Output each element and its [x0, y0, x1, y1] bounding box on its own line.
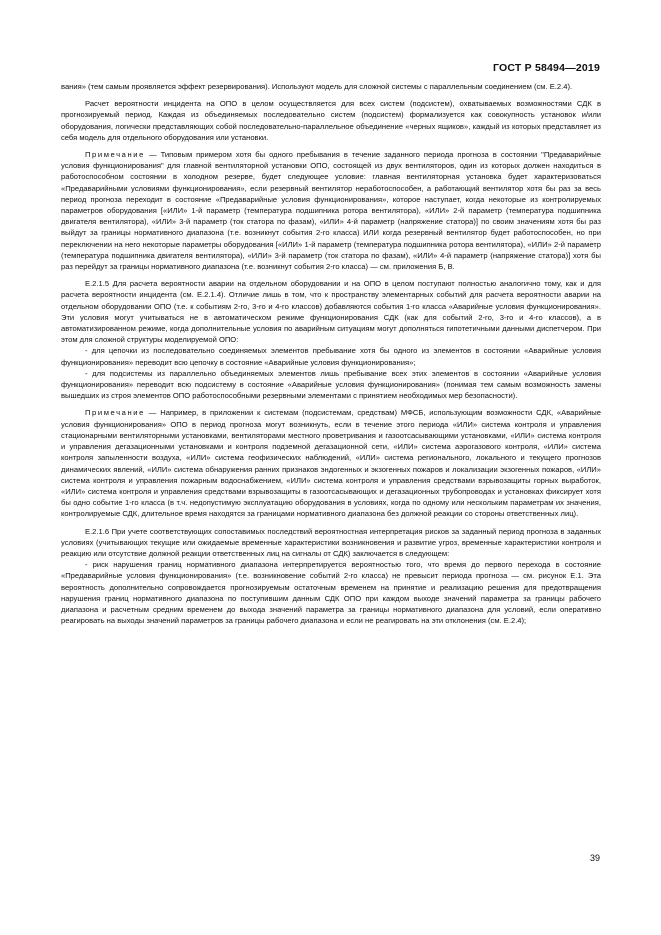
note-label: Примечание — [85, 150, 145, 160]
paragraph: Е.2.1.5 Для расчета вероятности аварии на отдельном оборудовании и на ОПО в целом поступают полностью аналогично тому, как и для расчета вероятности инцидента (см. Е.2.1.4). Отличие лишь в том, что к пространству элементарных событий для расчета вероятности аварии на отдельном оборудовании ОПО (т.е. к событиям 2-го, 3-го и 4-го классов) добавляются события 1-го класса «Аварийные условия функционирования». Эти условия могут учитываться не в автоматическом режиме функционирования СДК (как для событий 2-го, 3-го и 4-го классов), а в автоматизированном режиме, когда дополнительные условия по аварийным ситуациям могут дополняться гипотетичными данными диспетчером. При этом для сложной структуры моделируемой ОПО: — [61, 279, 601, 345]
paragraph: вания» (тем самым проявляется эффект резервирования). Используют модель для сложной системы с параллельным соединением (см. Е.2.4). — [61, 82, 573, 91]
note-text: Типовым примером хотя бы одного пребывания в течение заданного периода прогноза в состоянии "Предаварийные условия функционирования" для главной вентиляторной установки ОПО, состоящей из двух вентиляторов, один из которых должен находиться в работоспособном состоянии в холодном резерве, будет следующее условие: главная вентиляторная установка будет характеризоваться «Предаварийными условиями функционирования», если резервный вентилятор неработоспособен, а работающий вентилятор хотя бы раз за весь период прогноза переходит в состояние «Предаварийные условия функционирования», которое наступает, когда некоторые из контролируемых параметров оборудования [«ИЛИ» 1-й параметр (температура подшипника ротора вентилятора), «ИЛИ» 2-й параметр (температура подшипника двигателя вентилятора), «ИЛИ» 3-й параметр (ток статора по фазам), «ИЛИ» 4-й параметр (напряжение статора)] по своим значениям хотя бы раз выйдут за границы нормативного диапазона (т.е. возникнут события 2-го класса) ИЛИ когда резервный вентилятор будет работоспособен, но при переключении на него некоторые параметры оборудования [«ИЛИ» 1-й параметр (температура подшипника ротора вентилятора), «ИЛИ» 2-й параметр (температура подшипника двигателя вентилятора), «ИЛИ» 3-й параметр (ток статора по фазам), «ИЛИ» 4-й параметр (напряжение статора)] хотя бы раз перейдут за границы нормативного диапазона (т.е. возникнут события 2-го класса) — см. приложения Б, В. — [61, 150, 601, 272]
note-text: Например, в приложении к системам (подсистемам, средствам) МФСБ, использующим возможности СДК, «Аварийные условия функционирования» ОПО в период прогноза могут возникнуть, если в течение этого периода «ИЛИ» система контроля и управления стационарными вентиляторными установками, вентиляторами местного проветривания и газоотсасывающими установками, «ИЛИ» система контроля и управления дегазационными установками и контроля подземной дегазационной сети, «ИЛИ» система аэрогазового контроля, «ИЛИ» система контроля запыленности воздуха, «ИЛИ» система геофизических наблюдений, «ИЛИ» система регионального, локального и текущего прогнозов динамических явлений, «ИЛИ» система обнаружения ранних признаков эндогенных и экзогенных пожаров и локализации экзогенных пожаров, «ИЛИ» система контроля и управления пожарным водоснабжением, «ИЛИ» система контроля и управления средствами взрывозащиты горных выработок, «ИЛИ» система контроля и управления средствами взрывозащиты в газоотсасывающих и дегазационных трубопроводах и установках фиксирует хотя бы одно событие 1-го класса (в т.ч. недопустимую эксплуатацию оборудования в условиях, когда по одному или нескольким параметрам их значения, контролируемые СДК, длительное время находятся за границами нормативного диапазона без должной реакции со стороны ответственных лиц). — [61, 408, 601, 519]
note-label: Примечание — [85, 408, 145, 418]
list-item: - для подсистемы из параллельно объединяемых элементов лишь пребывание всех этих элементов в состоянии «Аварийные условия функционирования» переводит всю подсистему в состояние «Аварийные условия функционирования» (понимая тем самым возможность замены вышедших из строя элементов ОПО работоспособными резервными элементами с принятием необходимых мер безопасности). — [61, 368, 601, 401]
document-body — [61, 81, 601, 632]
paragraph: Е.2.1.6 При учете соответствующих сопоставимых последствий вероятностная интерпретация рисков за заданный период прогноза в заданных условиях (учитывающих текущие или ожидаемые временные характеристики возникновения и развитие угроз, временные характеристики контроля и реакцию или отсутствие должной реакции ответственных лиц на сигналы от СДК) заключается в следующем: — [61, 526, 601, 558]
note-paragraph: Примечание — Например, в приложении к системам (подсистемам, средствам) МФСБ, использующим возможности СДК, «Аварийные условия функционирования» ОПО в период прогноза могут возникнуть, если в течение этого периода «ИЛИ» система контроля и управления стационарными вентиляторными установками, вентиляторами местного проветривания и газоотсасывающими установками, «ИЛИ» система контроля и управления дегазационными установками и контроля подземной дегазационной сети, «ИЛИ» система аэрогазового контроля, «ИЛИ» система контроля запыленности воздуха, «ИЛИ» система геофизических наблюдений, «ИЛИ» система регионального, локального и текущего прогнозов динамических явлений, «ИЛИ» система обнаружения ранних признаков эндогенных и экзогенных пожаров и локализации экзогенных пожаров, «ИЛИ» система контроля и управления пожарным водоснабжением, «ИЛИ» система контроля и управления средствами взрывозащиты горных выработок, «ИЛИ» система контроля и управления средствами взрывозащиты в газоотсасывающих и дегазационных трубопроводах и установках фиксирует хотя бы одно событие 1-го класса (в т.ч. недопустимую эксплуатацию оборудования в условиях, когда по одному или нескольким параметрам их значения, контролируемые СДК, длительное время находятся за границами нормативного диапазона без должной реакции со стороны ответственных лиц). — [61, 408, 601, 519]
list-item: - для цепочки из последовательно соединяемых элементов пребывание хотя бы одного из элементов в состоянии «Аварийные условия функционирования» переводит всю цепочку в состояние «Аварийные условия функционирования»; — [61, 346, 601, 367]
page-number: 39 — [589, 853, 600, 863]
document-header: ГОСТ Р 58494—2019 — [492, 62, 600, 74]
note-paragraph: Примечание — Типовым примером хотя бы одного пребывания в течение заданного периода прогноза в состоянии "Предаварийные условия функционирования" для главной вентиляторной установки ОПО, состоящей из двух вентиляторов, один из которых должен находиться в работоспособном состоянии в холодном резерве, будет следующее условие: главная вентиляторная установка будет характеризоваться «Предаварийными условиями функционирования», если резервный вентилятор неработоспособен, а работающий вентилятор хотя бы раз за весь период прогноза переходит в состояние «Предаварийные условия функционирования», которое наступает, когда некоторые из контролируемых параметров оборудования [«ИЛИ» 1-й параметр (температура подшипника ротора вентилятора), «ИЛИ» 2-й параметр (температура подшипника двигателя вентилятора), «ИЛИ» 3-й параметр (ток статора по фазам), «ИЛИ» 4-й параметр (напряжение статора)] по своим значениям хотя бы раз выйдут за границы нормативного диапазона (т.е. возникнут события 2-го класса) ИЛИ когда резервный вентилятор будет работоспособен, но при переключении на него некоторые параметры оборудования [«ИЛИ» 1-й параметр (температура подшипника ротора вентилятора), «ИЛИ» 2-й параметр (температура подшипника двигателя вентилятора), «ИЛИ» 3-й параметр (ток статора по фазам), «ИЛИ» 4-й параметр (напряжение статора)] хотя бы раз перейдут за границы нормативного диапазона (т.е. возникнут события 2-го класса) — см. приложения Б, В. — [61, 150, 601, 272]
paragraph: Расчет вероятности инцидента на ОПО в целом осуществляется для всех систем (подсистем), охватываемых возможностями СДК в прогнозируемый период. Каждая из объединяемых последовательно систем (подсистем) формализуется как совокупность установок и/или оборудования, логически представляющих собой последовательно-параллельное объединение «черных ящиков», каждый из которых представляет из себя модель для отдельного оборудования или установки. — [61, 99, 601, 142]
list-item: - риск нарушения границ нормативного диапазона интерпретируется вероятностью того, что время до первого перехода в состояние «Предаварийные условия функционирования» (т.е. возникновение событий 2-го класса) не превысит периода прогноза — см. рисунок Е.1. Эта вероятность дополнительно сопровождается прогнозируемым остаточным временем на принятие и реализацию решения для предотвращения нарушения границ нормативного диапазона по поступившим данным СДК ОПО при каждом выходе значений параметра за границы рабочего диапазона и расчетным средним временем до выхода значений параметра за границы нормативного диапазона для условий, если оперативно реагировать на выходы значений параметров за границы рабочего диапазона и если не реагировать на эти отклонения (см. Е.2.4); — [61, 560, 601, 626]
